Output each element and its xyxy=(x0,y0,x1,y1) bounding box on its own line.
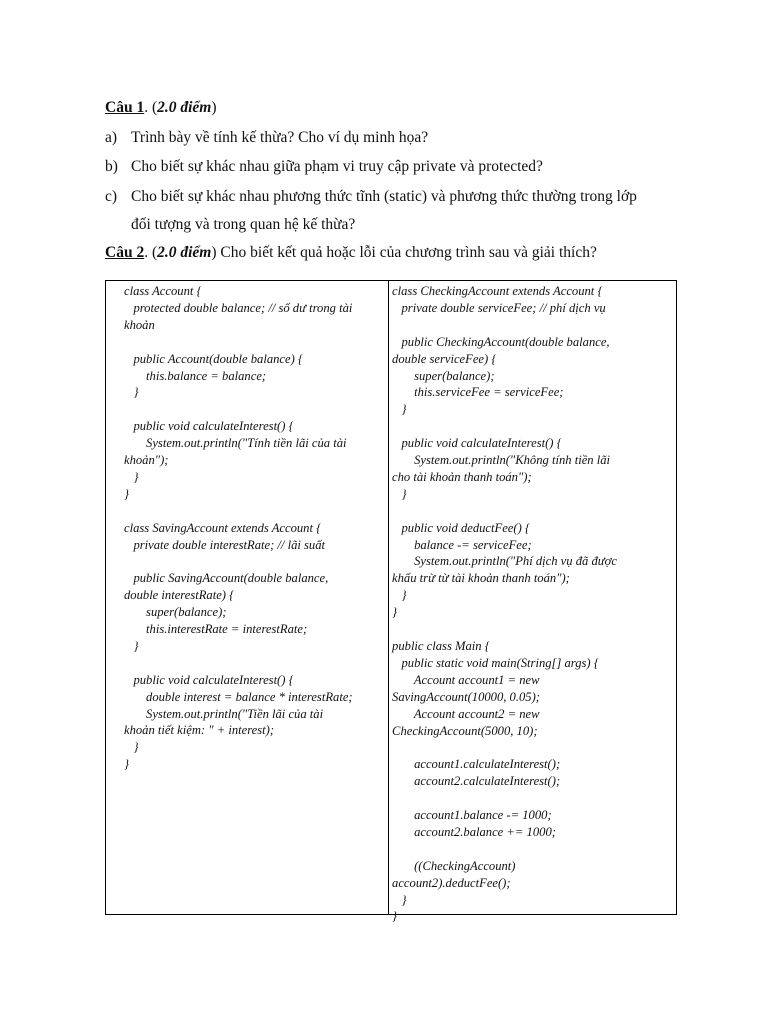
code-line: ((CheckingAccount) xyxy=(392,858,516,873)
code-line: this.serviceFee = serviceFee; xyxy=(392,385,564,400)
question-1-item-c xyxy=(105,187,637,207)
question-1-heading xyxy=(105,98,217,118)
code-line: public void calculateInterest() { xyxy=(392,436,562,451)
code-line: protected double balance; // số dư trong tài xyxy=(124,300,353,315)
question-2-points: 2.0 điểm xyxy=(157,244,212,261)
code-line: public static void main(String[] args) { xyxy=(392,655,599,670)
code-line: account2.balance += 1000; xyxy=(392,824,556,839)
code-line xyxy=(124,503,382,520)
code-table xyxy=(105,280,677,924)
code-line xyxy=(392,739,672,756)
code-line: khấu trừ từ tài khoản thanh toán"); xyxy=(392,571,570,586)
code-line: khoản xyxy=(124,317,155,332)
code-line: this.interestRate = interestRate; xyxy=(124,622,308,637)
code-line: } xyxy=(392,588,407,603)
code-line xyxy=(124,553,382,570)
item-marker: c) xyxy=(105,188,118,205)
code-line: khoản tiết kiệm: " + interest); xyxy=(124,723,275,738)
question-1-item-c-continuation: đối tượng và trong quan hệ kế thừa? xyxy=(131,216,356,233)
code-line: } xyxy=(392,909,398,924)
code-line: } xyxy=(392,892,407,907)
code-line xyxy=(392,503,672,520)
question-1-points: 2.0 điểm xyxy=(157,99,212,116)
code-line: account1.calculateInterest(); xyxy=(392,757,561,772)
code-column-right xyxy=(389,281,676,924)
code-line: private double serviceFee; // phí dịch vụ xyxy=(392,300,606,315)
code-line: } xyxy=(124,740,139,755)
question-1-item-a xyxy=(105,128,428,148)
code-line xyxy=(124,401,382,418)
code-line: this.balance = balance; xyxy=(124,368,267,383)
code-line xyxy=(392,621,672,638)
code-line: } xyxy=(124,638,139,653)
code-line: double serviceFee) { xyxy=(392,351,497,366)
question-1-separator-close: ) xyxy=(211,99,217,116)
code-line: } xyxy=(392,605,398,620)
code-line: double interest = balance * interestRate; xyxy=(124,689,353,704)
code-line: System.out.println("Tiền lãi của tài xyxy=(124,706,324,721)
code-line: public void calculateInterest() { xyxy=(124,672,294,687)
item-text: Cho biết sự khác nhau giữa phạm vi truy cập private và protected? xyxy=(131,158,543,175)
question-2-label: Câu 2 xyxy=(105,244,145,261)
code-line: SavingAccount(10000, 0.05); xyxy=(392,689,540,704)
code-line: } xyxy=(124,486,130,501)
code-line: double interestRate) { xyxy=(124,588,235,603)
code-line: public void calculateInterest() { xyxy=(124,419,294,434)
code-line: public void deductFee() { xyxy=(392,520,530,535)
code-line: super(balance); xyxy=(124,605,227,620)
question-2-separator-close: ) xyxy=(211,244,217,261)
code-line: public Account(double balance) { xyxy=(124,351,303,366)
code-line: account2).deductFee(); xyxy=(392,875,511,890)
code-line: CheckingAccount(5000, 10); xyxy=(392,723,538,738)
code-line: System.out.println("Phí dịch vụ đã được xyxy=(392,554,617,569)
code-line: } xyxy=(392,402,407,417)
code-line: System.out.println("Không tính tiền lãi xyxy=(392,453,611,468)
code-line: cho tài khoản thanh toán"); xyxy=(392,469,532,484)
question-2-separator-open: . ( xyxy=(144,244,158,261)
code-line xyxy=(392,841,672,858)
code-line: balance -= serviceFee; xyxy=(392,537,532,552)
code-line xyxy=(392,790,672,807)
code-line: super(balance); xyxy=(392,368,495,383)
code-line: public SavingAccount(double balance, xyxy=(124,571,329,586)
question-2-heading xyxy=(105,243,597,263)
code-line: } xyxy=(124,385,139,400)
code-line xyxy=(392,317,672,334)
code-line: Account account1 = new xyxy=(392,672,540,687)
code-line: public CheckingAccount(double balance, xyxy=(392,334,610,349)
code-line: System.out.println("Tính tiền lãi của tài xyxy=(124,436,347,451)
item-marker: a) xyxy=(105,129,118,146)
question-1-separator-open: . ( xyxy=(144,99,158,116)
code-line xyxy=(124,655,382,672)
item-text: Cho biết sự khác nhau phương thức tĩnh (static) và phương thức thường trong lớp xyxy=(131,188,637,205)
code-line: } xyxy=(124,469,139,484)
question-1-label: Câu 1 xyxy=(105,99,145,116)
question-1-item-b xyxy=(105,157,543,177)
code-line xyxy=(124,334,382,351)
code-line: public class Main { xyxy=(392,638,490,653)
item-text: Trình bày về tính kế thừa? Cho ví dụ minh họa? xyxy=(131,129,429,146)
code-line: khoản"); xyxy=(124,453,169,468)
code-line: class SavingAccount extends Account { xyxy=(124,520,322,535)
code-line xyxy=(392,418,672,435)
item-marker: b) xyxy=(105,158,118,175)
code-column-left xyxy=(106,281,389,914)
code-line: account2.calculateInterest(); xyxy=(392,774,561,789)
code-line: class CheckingAccount extends Account { xyxy=(392,284,603,298)
code-line: } xyxy=(392,486,407,501)
code-line: Account account2 = new xyxy=(392,706,540,721)
code-line: class Account { xyxy=(124,284,202,298)
question-2-text: Cho biết kết quả hoặc lỗi của chương trình sau và giải thích? xyxy=(216,244,597,261)
code-line: } xyxy=(124,757,130,772)
code-line: private double interestRate; // lãi suất xyxy=(124,537,326,552)
code-line: account1.balance -= 1000; xyxy=(392,808,552,822)
